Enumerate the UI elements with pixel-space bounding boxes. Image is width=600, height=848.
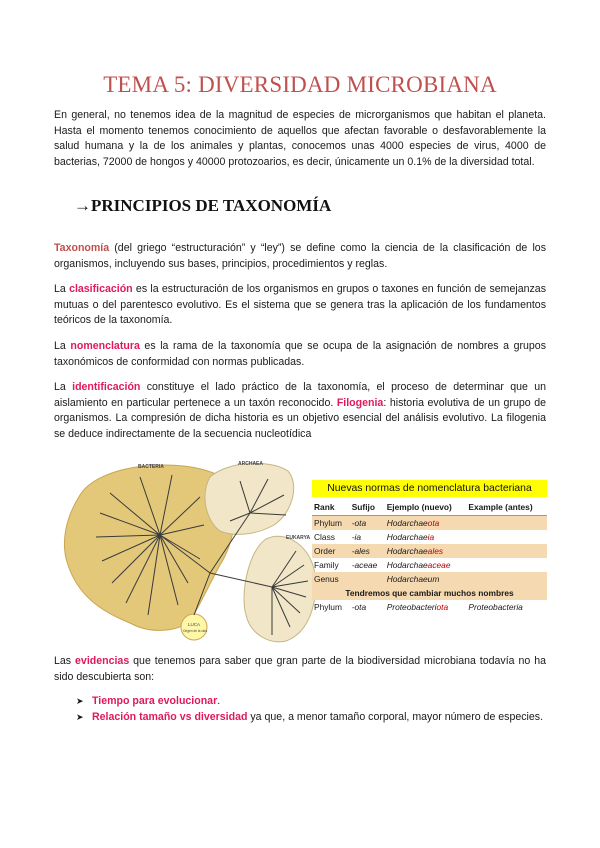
phylogenetic-tree-image xyxy=(60,455,318,643)
arrow-bullet-icon: ➤ xyxy=(76,711,84,722)
section-title: →PRINCIPIOS DE TAXONOMÍA xyxy=(74,196,332,215)
term-filogenia: Filogenia xyxy=(336,396,384,409)
term-nomenclatura: nomenclatura xyxy=(70,340,140,352)
col-header-new: Ejemplo (nuevo) xyxy=(385,499,467,516)
term-clasificacion: clasificación xyxy=(69,283,133,295)
table-row: Phylum -ota Hodarchaeota xyxy=(312,516,547,531)
evidence-list xyxy=(76,694,546,725)
arrow-bullet-icon: ➤ xyxy=(76,696,84,706)
table-row: Order -ales Hodarchaeales xyxy=(312,544,547,558)
nomenclature-table-figure xyxy=(312,480,547,614)
term-identificacion: identificación xyxy=(72,381,141,393)
list-item: ➤ Tiempo para evolucionar. xyxy=(76,694,546,710)
tree-label-luca-sub: Origen de la vida xyxy=(183,629,208,633)
table-note-row: Tendremos que cambiar muchos nombres xyxy=(312,586,547,600)
col-header-suffix: Sufijo xyxy=(350,499,385,516)
col-header-old: Example (antes) xyxy=(466,499,547,516)
col-header-rank: Rank xyxy=(312,499,350,516)
table-row: Family -aceae Hodarchaeaceae xyxy=(314,560,451,570)
table-row: Phylum -ota Proteobacteriota Proteobacteria xyxy=(314,602,523,612)
table-row: Class -ia Hodarchaeia xyxy=(314,532,435,542)
tree-label-luca: LUCA xyxy=(188,622,201,627)
tree-label-bacteria: BACTERIA xyxy=(138,464,164,470)
paragraph-clasificacion: La clasificación es la estructuración de los organismos en grupos o taxones en función de semejanzas mutuas o del parentesco evolutivo. Es el sistema que se genera tras la aplicación de los fundamentos teóricos de la taxonomía. xyxy=(54,283,546,327)
page-title: TEMA 5: DIVERSIDAD MICROBIANA xyxy=(103,72,497,97)
nomenclature-title: Nuevas normas de nomenclatura bacteriana xyxy=(312,480,547,497)
paragraph-evidencias: Las evidencias que tenemos para saber que gran parte de la biodiversidad microbiana todavía no ha sido descubierta son: xyxy=(54,655,547,683)
term-evidencias: evidencias xyxy=(75,655,130,667)
nomenclature-table xyxy=(312,499,547,614)
list-item: ➤ Relación tamaño vs diversidad ya que, a menor tamaño corporal, mayor número de especies. xyxy=(76,710,546,726)
intro-paragraph: En general, no tenemos idea de la magnitud de especies de microrganismos que habitan el planeta. Hasta el momento tenemos conocimiento de aquellos que afectan favorable o desfavorablemente la salud humana y la de los animales y plantas, conocemos unas 4000 especies de virus, 4000 de bacterias, 72000 de hongos y 40000 protozoarios, es decir, únicamente un 0.1% de la diversidad total. xyxy=(54,109,546,168)
paragraph-identificacion: La identificación constituye el lado práctico de la taxonomía, el proceso de determinar que un aislamiento en particular pertenece a un taxón reconocido. Filogenia: historia evolutiva de un grupo de organismos. La compresión de dicha historia es un objetivo esencial del análisis evolutivo. La filogenia se deduce indirectamente de la secuencia nucleotídica xyxy=(54,381,546,440)
term-taxonomia: Taxonomía xyxy=(54,242,110,254)
figure-block xyxy=(60,455,548,643)
tree-label-archaea: ARCHAEA xyxy=(238,461,263,467)
paragraph-taxonomia: Taxonomía (del griego “estructuración” y “ley”) se define como la ciencia de la clasificación de los organismos, incluyendo sus bases, principios, procedimientos y reglas. xyxy=(54,242,546,270)
table-row: Genus Hodarchaeum xyxy=(312,572,547,586)
tree-label-eukarya: EUKARYA xyxy=(286,535,311,541)
paragraph-nomenclatura: La nomenclatura es la rama de la taxonomía que se ocupa de la asignación de nombres a grupos taxonómicos de conformidad con normas publicadas. xyxy=(54,340,546,368)
